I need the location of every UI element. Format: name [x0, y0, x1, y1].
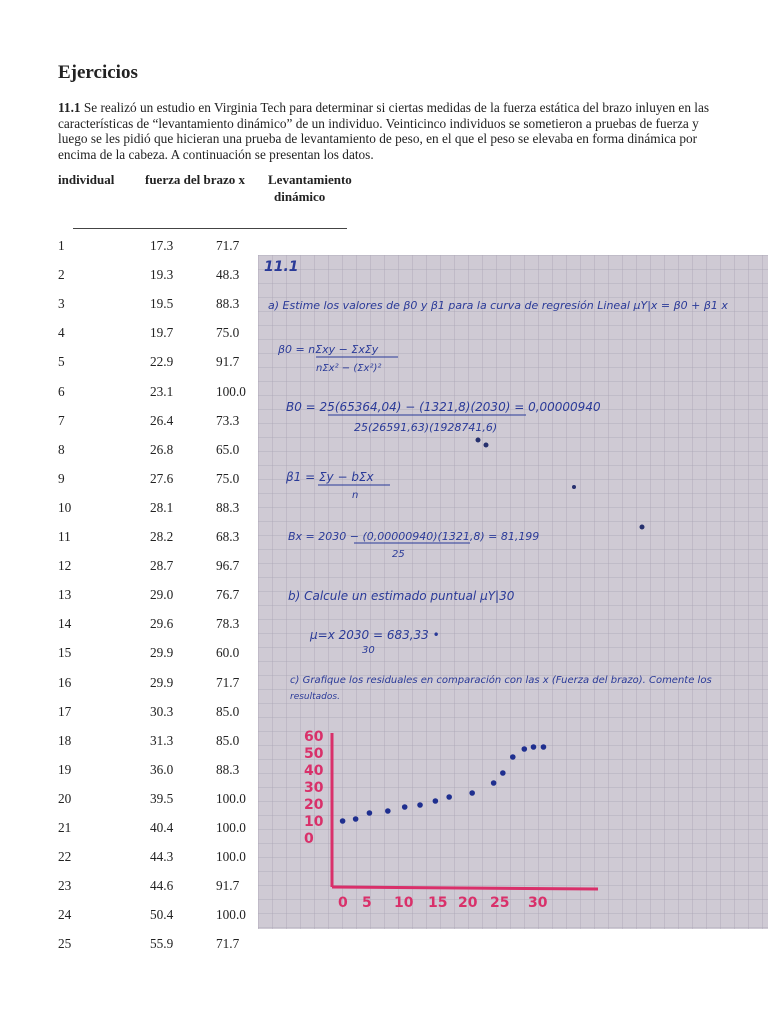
plot-x-axis	[332, 887, 598, 889]
row-index: 6	[58, 383, 65, 399]
row-index: 8	[58, 441, 65, 457]
row-fuerza: 28.7	[150, 558, 174, 574]
row-levantamiento: 75.0	[216, 470, 240, 486]
scatter-point	[500, 770, 506, 776]
x-tick-label: 10	[394, 895, 414, 911]
row-levantamiento: 71.7	[216, 674, 240, 690]
page-title: Ejercicios	[58, 62, 138, 83]
problem-text: Se realizó un estudio en Virginia Tech para determinar si ciertas medidas de la fuerza estática del brazo inluyen en las características de “levantamiento dinámico” de un individuo. Veinticinco individuos se sometieron a pruebas de fuerza y luego se les pidió que hicieran una prueba de levantamiento de peso, en el que el peso se elevaba en forma dinámica por encima de la cabeza. A continuación se presentan los datos.	[58, 100, 710, 162]
scatter-point	[402, 804, 408, 810]
row-index: 1	[58, 238, 65, 253]
row-fuerza: 19.5	[150, 296, 174, 312]
row-index: 20	[58, 790, 72, 806]
row-index: 4	[58, 325, 65, 341]
row-levantamiento: 60.0	[216, 645, 240, 661]
row-levantamiento: 100.0	[216, 849, 246, 865]
row-fuerza: 19.3	[150, 267, 174, 283]
nb-formula-b0-den: nΣx² − (Σx²)²	[316, 363, 382, 374]
x-tick-label: 15	[428, 895, 448, 911]
row-levantamiento: 48.3	[216, 267, 240, 283]
scatter-point	[531, 744, 537, 750]
row-levantamiento: 88.3	[216, 499, 240, 515]
row-levantamiento: 73.3	[216, 412, 240, 428]
header-rule	[73, 228, 347, 229]
row-levantamiento: 76.7	[216, 587, 240, 603]
row-index: 13	[58, 587, 72, 603]
row-fuerza: 40.4	[150, 820, 174, 835]
y-tick-label: 20	[304, 797, 324, 813]
row-fuerza: 29.9	[150, 645, 174, 661]
y-tick-label: 10	[304, 814, 324, 830]
row-index: 12	[58, 558, 72, 574]
row-levantamiento: 88.3	[216, 296, 240, 312]
col-header-levantamiento: Levantamiento	[268, 172, 352, 187]
row-levantamiento: 71.7	[216, 238, 240, 253]
x-tick-label: 0	[338, 895, 348, 911]
scatter-point	[367, 810, 373, 816]
row-fuerza: 28.2	[150, 529, 174, 544]
row-levantamiento: 68.3	[216, 529, 240, 544]
y-tick-label: 0	[304, 831, 314, 847]
problem-number: 11.1	[58, 100, 81, 115]
row-fuerza: 19.7	[150, 325, 174, 341]
row-index: 7	[58, 412, 65, 428]
nb-calc-b1: Bx = 2030 − (0,00000940)(1321,8) = 81,199	[288, 530, 540, 543]
row-index: 2	[58, 267, 65, 283]
x-tick-label: 30	[528, 895, 548, 911]
problem-statement	[58, 100, 720, 162]
scatter-point	[491, 780, 497, 786]
row-fuerza: 55.9	[150, 936, 174, 952]
x-tick-label: 20	[458, 895, 478, 911]
row-levantamiento: 100.0	[216, 820, 246, 835]
col-header-fuerza: fuerza del brazo x	[145, 172, 246, 187]
row-index: 24	[58, 907, 72, 923]
scatter-point	[510, 754, 516, 760]
row-fuerza: 26.8	[150, 441, 174, 457]
col-header-individual: individual	[58, 172, 115, 187]
row-index: 22	[58, 849, 72, 865]
nb-part-b: b) Calcule un estimado puntual μY|30	[288, 589, 515, 603]
nb-part-c: c) Grafique los residuales en comparación con las x (Fuerza del brazo). Comente los	[290, 675, 712, 686]
scatter-point	[446, 794, 452, 800]
y-tick-label: 50	[304, 746, 324, 762]
row-fuerza: 44.3	[150, 849, 174, 865]
row-fuerza: 29.0	[150, 587, 174, 603]
row-levantamiento: 85.0	[216, 703, 240, 719]
row-fuerza: 50.4	[150, 907, 174, 923]
row-levantamiento: 96.7	[216, 558, 240, 574]
nb-b-calc: μ=x 2030 = 683,33 •	[310, 628, 440, 642]
scatter-point	[469, 790, 475, 796]
row-levantamiento: 71.7	[216, 936, 240, 952]
nb-part-a: a) Estime los valores de β0 y β1 para la curva de regresión Lineal μY|x = β0 + β1 x	[268, 299, 728, 312]
nb-formula-b0: β0 = nΣxy − ΣxΣy	[278, 343, 379, 356]
nb-calc-b1-den: 25	[392, 549, 405, 560]
row-levantamiento: 78.3	[216, 616, 240, 632]
row-index: 15	[58, 645, 72, 661]
scatter-point	[541, 744, 547, 750]
row-index: 3	[58, 296, 65, 312]
row-index: 10	[58, 499, 72, 515]
row-index: 23	[58, 878, 72, 894]
row-levantamiento: 91.7	[216, 878, 240, 894]
row-fuerza: 29.9	[150, 674, 174, 690]
row-index: 18	[58, 732, 72, 748]
scatter-point	[522, 746, 528, 752]
scatter-point	[433, 798, 439, 804]
row-index: 5	[58, 354, 65, 370]
row-levantamiento: 88.3	[216, 761, 240, 777]
row-levantamiento: 100.0	[216, 907, 246, 923]
scatter-point	[353, 816, 359, 822]
x-tick-label: 5	[362, 895, 372, 911]
row-fuerza: 39.5	[150, 790, 174, 806]
row-index: 11	[58, 529, 71, 544]
nb-calc-b0: B0 = 25(65364,04) − (1321,8)(2030) = 0,00000940	[286, 400, 601, 414]
y-tick-label: 30	[304, 780, 324, 796]
row-fuerza: 26.4	[150, 412, 174, 428]
row-fuerza: 30.3	[150, 703, 174, 719]
nb-label: 11.1	[264, 259, 299, 275]
scatter-point	[417, 802, 423, 808]
row-fuerza: 36.0	[150, 761, 174, 777]
col-header-dinamico: dinámico	[274, 189, 326, 204]
row-levantamiento: 91.7	[216, 354, 240, 370]
row-index: 19	[58, 761, 72, 777]
notebook-photo	[258, 255, 768, 929]
nb-b-calc-den: 30	[362, 645, 375, 656]
y-tick-label: 60	[304, 729, 324, 745]
row-index: 14	[58, 616, 72, 632]
row-index: 21	[58, 820, 72, 835]
row-index: 25	[58, 936, 72, 952]
row-index: 17	[58, 703, 72, 719]
row-fuerza: 17.3	[150, 238, 174, 253]
scatter-point	[340, 818, 346, 824]
row-fuerza: 44.6	[150, 878, 174, 894]
row-index: 9	[58, 470, 65, 486]
row-fuerza: 29.6	[150, 616, 174, 632]
row-levantamiento: 100.0	[216, 383, 246, 399]
row-levantamiento: 100.0	[216, 790, 246, 806]
row-fuerza: 28.1	[150, 499, 174, 515]
nb-formula-b1: β1 = Σy − bΣx	[286, 470, 374, 484]
row-levantamiento: 65.0	[216, 441, 240, 457]
row-index: 16	[58, 674, 72, 690]
row-fuerza: 31.3	[150, 732, 174, 748]
row-fuerza: 23.1	[150, 383, 174, 399]
scatter-point	[385, 808, 391, 814]
x-tick-label: 25	[490, 895, 510, 911]
nb-part-c-2: resultados.	[290, 692, 340, 702]
nb-formula-b1-den: n	[352, 490, 359, 501]
row-levantamiento: 75.0	[216, 325, 240, 341]
row-fuerza: 22.9	[150, 354, 174, 370]
row-fuerza: 27.6	[150, 470, 174, 486]
nb-calc-b0-den: 25(26591,63)(1928741,6)	[354, 421, 498, 434]
row-levantamiento: 85.0	[216, 732, 240, 748]
y-tick-label: 40	[304, 763, 324, 779]
